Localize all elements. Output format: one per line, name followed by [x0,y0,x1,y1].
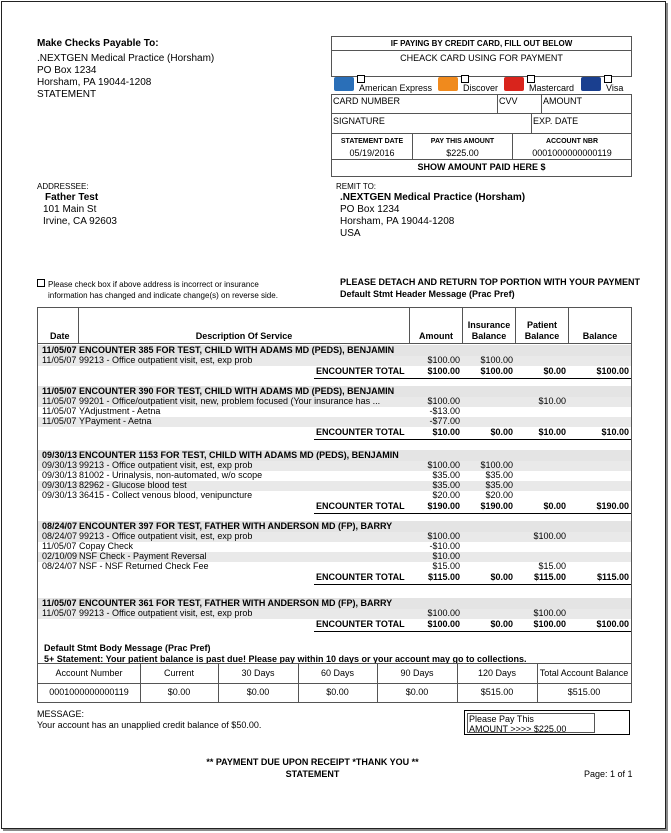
total-insurance-balance: $0.00 [490,572,513,582]
message-label: MESSAGE: [37,709,85,719]
remit-to-name: .NEXTGEN Medical Practice (Horsham) [340,192,526,203]
encounter-date: 11/05/07 [42,386,77,396]
total-patient-balance: $115.00 [533,572,566,582]
aging-value: 0001000000000119 [49,687,129,697]
encounter-date: 11/05/07 [42,345,77,355]
aging-divider [38,683,631,684]
table-row [38,417,631,427]
row-date: 11/05/07 [42,416,77,426]
practice-line2: Horsham, PA 19044-1208 [37,77,152,88]
visa-checkbox[interactable] [604,75,612,83]
encounter-total-label: ENCOUNTER TOTAL [316,572,405,582]
total-insurance-balance: $0.00 [490,619,513,629]
aging-header: 30 Days [241,668,275,678]
row-description: 99213 - Office outpatient visit, est, exp prob [79,355,253,365]
row-date: 09/30/13 [42,460,78,470]
aging-value: $0.00 [167,687,191,697]
discover-checkbox[interactable] [461,75,469,83]
card-box-title: IF PAYING BY CREDIT CARD, FILL OUT BELOW [331,36,632,51]
total-insurance-balance: $100.00 [480,366,513,376]
row-description: 82962 - Glucose blood test [79,480,187,490]
total-amount: $100.00 [427,619,460,629]
row-insurance-balance: $35.00 [485,480,513,490]
row-date: 11/05/07 [42,541,77,551]
account-nbr-label: ACCOUNT NBR [545,138,599,145]
amex-checkbox[interactable] [357,75,365,83]
row-description: 99201 - Office/outpatient visit, new, problem focused (Your insurance has ... [79,396,381,406]
total-underline [314,513,631,514]
header-message: Default Stmt Header Message (Prac Pref) [340,289,515,299]
row-description: 36415 - Collect venous blood, venipuncture [79,490,253,500]
row-amount: $10.00 [432,551,460,561]
row-description: 99213 - Office outpatient visit, est, exp prob [79,460,253,470]
row-date: 09/30/13 [42,470,78,480]
table-row [38,491,631,501]
table-row [38,609,631,619]
row-date: 09/30/13 [42,490,78,500]
row-insurance-balance: $20.00 [485,490,513,500]
col-balance: Balance [582,331,618,341]
total-balance: $10.00 [601,427,629,437]
row-description: YPayment - Aetna [79,416,152,426]
payment-due-footer: ** PAYMENT DUE UPON RECEIPT *THANK YOU ** [206,757,419,767]
row-amount: $20.00 [432,490,460,500]
pay-amount-text: Please Pay This AMOUNT >>>> $225.00 [469,714,567,734]
row-description: 99213 - Office outpatient visit, est, exp prob [79,608,253,618]
exp-date-field[interactable]: EXP. DATE [531,113,632,134]
remit-to-label: REMIT TO: [336,182,377,191]
total-insurance-balance: $190.00 [480,501,513,511]
table-row [38,562,631,572]
total-amount: $100.00 [427,366,460,376]
encounter-title: ENCOUNTER 1153 FOR TEST, CHILD WITH ADAMS MD (PEDS), BENJAMIN [79,450,399,460]
mastercard-label: Mastercard [529,83,575,93]
account-nbr-value: 0001000000000119 [532,148,612,158]
address-change-checkbox[interactable] [37,279,45,287]
aging-value: $515.00 [480,687,514,697]
statement-table [37,307,632,703]
encounter-total-row [38,502,631,513]
row-date: 11/05/07 [42,396,77,406]
total-patient-balance: $0.00 [543,366,566,376]
total-insurance-balance: $0.00 [490,427,513,437]
encounter-total-label: ENCOUNTER TOTAL [316,619,405,629]
practice-line3: STATEMENT [37,89,97,100]
visa-label: Visa [606,83,624,93]
row-patient-balance: $100.00 [533,531,566,541]
encounter-total-row [38,428,631,439]
encounter-title: ENCOUNTER 390 FOR TEST, CHILD WITH ADAMS MD (PEDS), BENJAMIN [79,386,395,396]
row-date: 09/30/13 [42,480,78,490]
total-balance: $115.00 [596,572,629,582]
row-date: 02/10/09 [42,551,78,561]
discover-label: Discover [463,83,499,93]
encounter-total-label: ENCOUNTER TOTAL [316,427,405,437]
total-amount: $10.00 [432,427,460,437]
row-insurance-balance: $100.00 [480,460,513,470]
amount-field[interactable]: AMOUNT [541,94,632,114]
aging-header: Current [163,668,194,678]
row-description: YAdjustment - Aetna [79,406,161,416]
total-patient-balance: $10.00 [538,427,566,437]
page-number: Page: 1 of 1 [584,769,633,779]
aging-header: Account Number [55,668,123,678]
col-amount: Amount [419,331,453,341]
row-date: 11/05/07 [42,355,77,365]
addressee-line1: 101 Main St [43,204,97,215]
visa-logo-icon [581,77,601,91]
row-amount: $100.00 [427,531,460,541]
col-date: Date [50,331,70,341]
practice-line1: PO Box 1234 [37,65,97,76]
encounter-title: ENCOUNTER 385 FOR TEST, CHILD WITH ADAMS MD (PEDS), BENJAMIN [79,345,395,355]
encounter-date: 08/24/07 [42,521,78,531]
total-balance: $100.00 [596,619,629,629]
addressee-block [45,192,117,228]
unapplied-credit-message: Your account has an unapplied credit balance of $50.00. [37,720,262,730]
encounter-date: 11/05/07 [42,598,77,608]
pay-amount-value: $225.00 [446,148,479,158]
row-description: NSF Check - Payment Reversal [79,551,207,561]
statement-footer: STATEMENT [285,769,340,779]
row-amount: -$10.00 [429,541,460,551]
card-number-field[interactable]: CARD NUMBER [331,94,498,114]
amex-label: American Express [359,83,433,93]
row-amount: $35.00 [432,480,460,490]
total-underline [314,378,631,379]
aging-value: $0.00 [246,687,270,697]
total-balance: $190.00 [596,501,629,511]
row-date: 11/05/07 [42,608,77,618]
row-description: 81002 - Urinalysis, non-automated, w/o scope [79,470,263,480]
aging-header: 120 Days [477,668,517,678]
row-date: 11/05/07 [42,406,77,416]
statement-date-value: 05/19/2016 [349,148,395,158]
row-amount: $35.00 [432,470,460,480]
row-patient-balance: $15.00 [538,561,566,571]
aging-header: 60 Days [320,668,355,678]
statement-date-label: STATEMENT DATE [340,138,404,145]
body-message: Default Stmt Body Message (Prac Pref) [44,643,211,653]
row-patient-balance: $10.00 [538,396,566,406]
table-row [38,356,631,366]
row-description: Copay Check [79,541,134,551]
addressee-name: Father Test [45,192,99,203]
signature-field[interactable]: SIGNATURE [331,113,532,134]
past-due-message: 5+ Statement: Your patient balance is past due! Please pay within 10 days or your account may go to collections. [44,654,527,664]
pay-this-amount-label: PAY THIS AMOUNT [430,138,495,145]
aging-table [37,663,632,703]
row-amount: -$77.00 [429,416,460,426]
col-patient-balance: Patient Balance [524,320,560,341]
discover-logo-icon [438,77,458,91]
row-amount: $100.00 [427,608,460,618]
total-underline [314,584,631,585]
row-description: 99213 - Office outpatient visit, est, exp prob [79,531,253,541]
row-amount: $100.00 [427,460,460,470]
encounter-total-row [38,620,631,631]
remit-to-block [340,192,525,240]
aging-value: $0.00 [405,687,429,697]
row-insurance-balance: $100.00 [480,355,513,365]
pay-amount-box [464,710,630,735]
statement-page [1,1,666,829]
total-balance: $100.00 [596,366,629,376]
notice-line2: information has changed and indicate change(s) on reverse side. [48,291,278,300]
address-change-notice [48,279,278,301]
total-amount: $190.00 [427,501,460,511]
card-select-area [331,50,632,77]
addressee-line2: Irvine, CA 92603 [43,216,117,227]
row-amount: $100.00 [427,355,460,365]
total-underline [314,439,631,440]
encounter-title: ENCOUNTER 397 FOR TEST, FATHER WITH ANDERSON MD (FP), BARRY [79,521,393,531]
encounter-title: ENCOUNTER 361 FOR TEST, FATHER WITH ANDERSON MD (FP), BARRY [79,598,393,608]
practice-address [37,53,214,101]
row-description: NSF - NSF Returned Check Fee [79,561,209,571]
detach-line1: PLEASE DETACH AND RETURN TOP PORTION WITH YOUR PAYMENT [340,277,641,287]
encounter-total-label: ENCOUNTER TOTAL [316,501,405,511]
show-amount-paid: SHOW AMOUNT PAID HERE $ [417,162,546,172]
row-amount: $15.00 [432,561,460,571]
remit-to-line2: Horsham, PA 19044-1208 [340,216,455,227]
checks-payable-title: Make Checks Payable To: [37,38,159,49]
cvv-field[interactable]: CVV [497,94,542,114]
notice-line1: Please check box if above address is incorrect or insurance [48,280,259,289]
aging-value: $515.00 [567,687,601,697]
encounter-total-label: ENCOUNTER TOTAL [316,366,405,376]
encounter-total-row [38,367,631,378]
mastercard-checkbox[interactable] [527,75,535,83]
aging-value: $0.00 [326,687,349,697]
row-date: 08/24/07 [42,561,78,571]
row-date: 08/24/07 [42,531,78,541]
card-check-label: CHEACK CARD USING FOR PAYMENT [400,53,563,63]
col-description: Description Of Service [195,331,293,341]
practice-name: .NEXTGEN Medical Practice (Horsham) [37,53,215,64]
mastercard-logo-icon [504,77,524,91]
total-underline [314,631,631,632]
amex-logo-icon [334,77,354,91]
total-patient-balance: $100.00 [533,619,566,629]
row-patient-balance: $100.00 [533,608,566,618]
total-amount: $115.00 [427,572,460,582]
total-patient-balance: $0.00 [543,501,566,511]
col-insurance-balance: Insurance Balance [467,320,511,341]
aging-header: 90 Days [400,668,434,678]
remit-to-line3: USA [340,228,361,239]
aging-header: Total Account Balance [539,668,629,678]
encounter-total-row [38,573,631,584]
row-amount: -$13.00 [429,406,460,416]
encounter-date: 09/30/13 [42,450,78,460]
row-amount: $100.00 [427,396,460,406]
detach-message [340,276,640,300]
remit-to-line1: PO Box 1234 [340,204,400,215]
addressee-label: ADDRESSEE: [37,182,89,191]
row-insurance-balance: $35.00 [485,470,513,480]
